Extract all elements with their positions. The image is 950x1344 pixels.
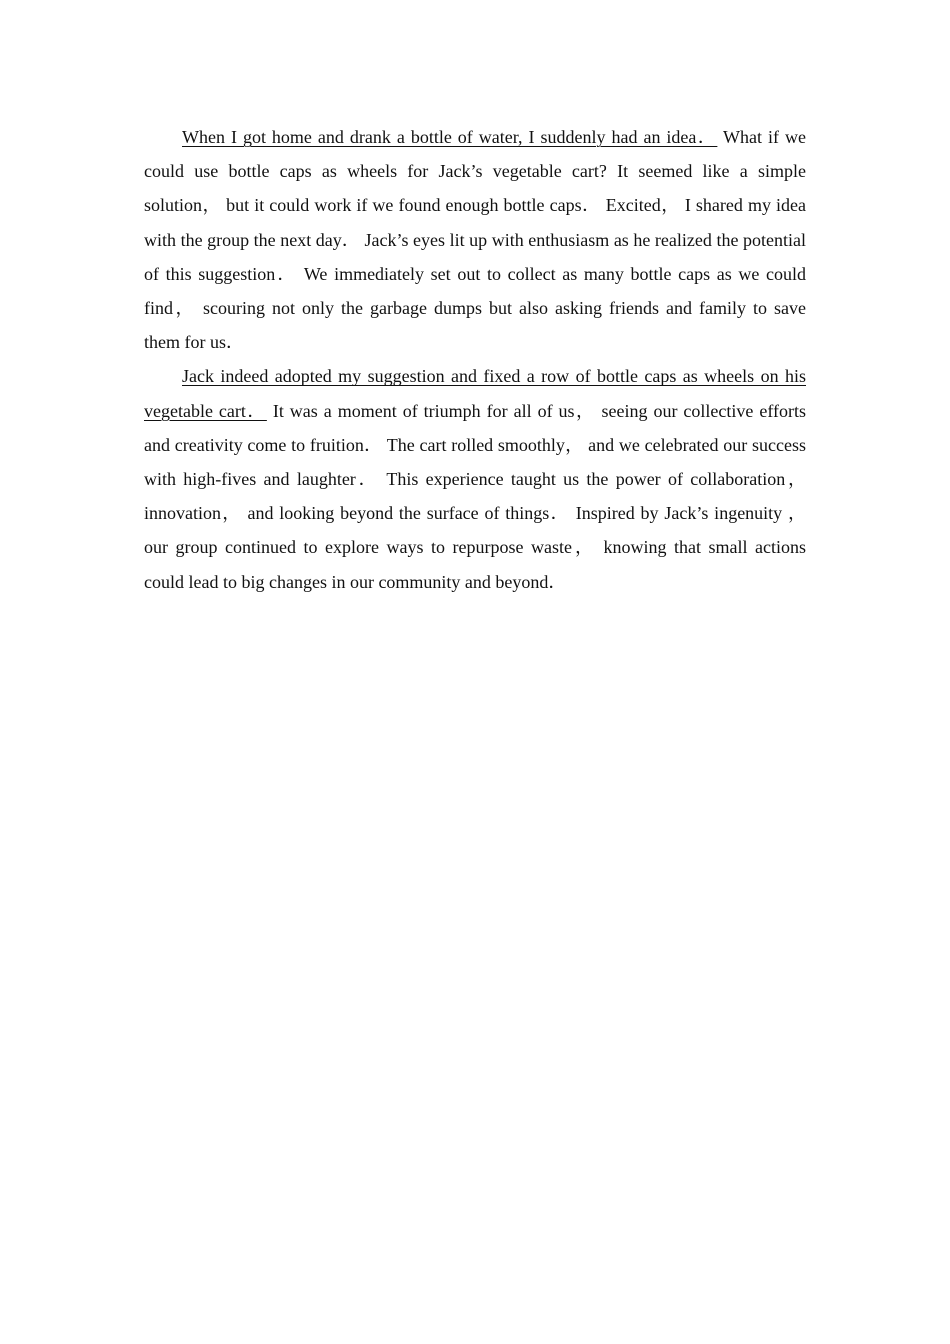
paragraph-2 (144, 359, 806, 598)
paragraph-2-body: It was a moment of triumph for all of us， seeing our collective efforts and creativity come to fruition． The cart rolled smoothly， and we celebrated our success with high-fives and laughter． This experience taught us the power of collaboration， innovation， and looking beyond the surface of things． Inspired by Jack’s ingenuity ， our group continued to explore ways to repurpose waste， knowing that small actions could lead to big changes in our community and beyond． (144, 400, 806, 592)
paragraph-1-opening-sentence: When I got home and drank a bottle of water, I suddenly had an idea． (182, 127, 718, 147)
paragraph-1-body: What if we could use bottle caps as wheels for Jack’s vegetable cart? It seemed like a simple solution， but it could work if we found enough bottle caps． Excited， I shared my idea with the group the next day． Jack’s eyes lit up with enthusiasm as he realized the potential of this suggestion． We immediately set out to collect as many bottle caps as we could find， scouring not only the garbage dumps but also asking friends and family to save them for us． (144, 127, 806, 353)
paragraph-1 (144, 120, 806, 359)
essay-text (144, 120, 806, 599)
paragraph-2-opening-sentence: Jack indeed adopted my suggestion and fixed a row of bottle caps as wheels on his vegetable cart． (144, 366, 806, 421)
